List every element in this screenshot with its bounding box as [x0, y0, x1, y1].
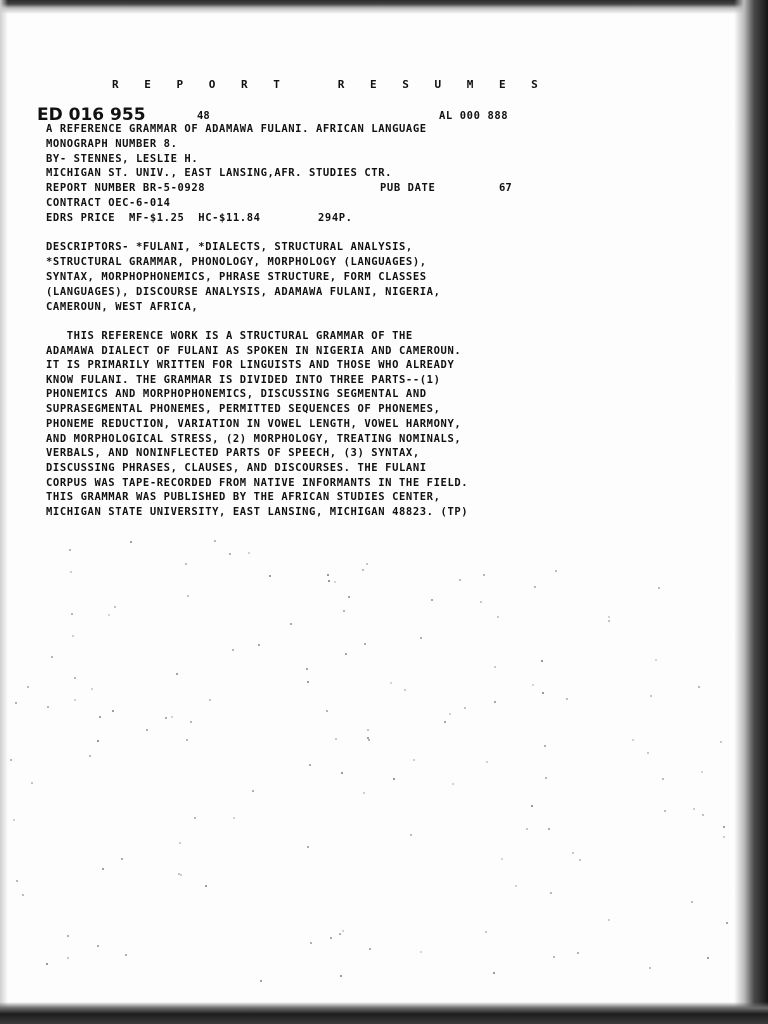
- scan-speck: [51, 656, 53, 658]
- descriptors-line: (LANGUAGES), DISCOURSE ANALYSIS, ADAMAWA FULANI, NIGERIA,: [46, 286, 441, 298]
- scan-speck: [449, 713, 451, 715]
- abstract-line: PHONEMICS AND MORPHOPHONEMICS, DISCUSSING SEGMENTAL AND: [46, 388, 427, 400]
- scan-speck: [658, 587, 660, 589]
- scan-speck: [70, 571, 72, 573]
- scan-speck: [632, 739, 634, 741]
- scan-speck: [723, 836, 725, 838]
- scan-speck: [306, 668, 308, 670]
- scan-speck: [176, 673, 178, 675]
- scan-speck: [125, 954, 127, 956]
- scan-border-left: [0, 0, 8, 1024]
- scan-speck: [452, 783, 454, 785]
- scan-speck: [362, 569, 364, 571]
- scan-speck: [97, 740, 99, 742]
- ed-number: ED 016 955: [37, 105, 146, 125]
- scan-speck: [130, 541, 132, 543]
- scan-speck: [494, 701, 496, 703]
- scan-speck: [340, 975, 342, 977]
- scan-speck: [390, 682, 392, 684]
- scan-speck: [99, 716, 101, 718]
- scan-speck: [15, 702, 17, 704]
- scan-speck: [664, 810, 666, 812]
- scan-speck: [544, 745, 546, 747]
- scan-speck: [698, 686, 700, 688]
- scan-speck: [171, 716, 173, 718]
- scan-speck: [720, 741, 722, 743]
- scan-speck: [579, 859, 581, 861]
- scan-speck: [545, 777, 547, 779]
- pub-date-value: 67: [499, 182, 512, 194]
- abstract-line: ADAMAWA DIALECT OF FULANI AS SPOKEN IN NIGERIA AND CAMEROUN.: [46, 345, 462, 357]
- scan-speck: [326, 710, 328, 712]
- scan-speck: [647, 752, 649, 754]
- scan-speck: [701, 771, 703, 773]
- author-line: BY- STENNES, LESLIE H.: [46, 153, 199, 165]
- scan-speck: [341, 772, 343, 774]
- abstract-line: IT IS PRIMARILY WRITTEN FOR LINGUISTS AND THOSE WHO ALREADY: [46, 359, 455, 371]
- scan-speck: [566, 698, 568, 700]
- scan-speck: [72, 635, 74, 637]
- scan-speck: [27, 686, 29, 688]
- scan-speck: [493, 972, 495, 974]
- scan-speck: [542, 692, 544, 694]
- scan-speck: [553, 956, 555, 958]
- scan-speck: [608, 620, 610, 622]
- scan-speck: [67, 957, 69, 959]
- abstract-line: VERBALS, AND NONINFLECTED PARTS OF SPEECH, (3) SYNTAX,: [46, 447, 420, 459]
- scan-speck: [74, 699, 76, 701]
- scan-speck: [327, 574, 329, 576]
- scan-speck: [608, 919, 610, 921]
- abstract-line: PHONEME REDUCTION, VARIATION IN VOWEL LENGTH, VOWEL HARMONY,: [46, 418, 462, 430]
- scan-speck: [431, 599, 433, 601]
- abstract-line: CORPUS WAS TAPE-RECORDED FROM NATIVE INFORMANTS IN THE FIELD.: [46, 477, 469, 489]
- descriptors-line: DESCRIPTORS- *FULANI, *DIALECTS, STRUCTURAL ANALYSIS,: [46, 241, 413, 253]
- scan-speck: [534, 586, 536, 588]
- title-line-2: MONOGRAPH NUMBER 8.: [46, 138, 178, 150]
- scan-speck: [531, 805, 533, 807]
- scan-speck: [368, 739, 370, 741]
- scan-speck: [108, 614, 110, 616]
- scan-speck: [194, 817, 196, 819]
- scan-speck: [464, 707, 466, 709]
- scan-speck: [290, 623, 292, 625]
- scan-speck: [541, 660, 543, 662]
- scan-speck: [342, 930, 344, 932]
- scan-speck: [179, 842, 181, 844]
- scan-speck: [413, 759, 415, 761]
- scan-speck: [74, 677, 76, 679]
- scan-speck: [485, 931, 487, 933]
- abstract-line: SUPRASEGMENTAL PHONEMES, PERMITTED SEQUENCES OF PHONEMES,: [46, 403, 441, 415]
- scan-speck: [209, 699, 211, 701]
- scan-speck: [178, 873, 180, 875]
- scan-speck: [186, 739, 188, 741]
- scan-speck: [662, 778, 664, 780]
- scan-speck: [258, 644, 260, 646]
- scan-speck: [114, 606, 116, 608]
- scan-speck: [348, 596, 350, 598]
- scan-speck: [693, 808, 695, 810]
- scan-speck: [112, 710, 114, 712]
- scan-speck: [577, 952, 579, 954]
- scan-speck: [205, 885, 207, 887]
- scan-speck: [307, 846, 309, 848]
- abstract-line: THIS REFERENCE WORK IS A STRUCTURAL GRAMMAR OF THE: [46, 330, 413, 342]
- scan-speck: [459, 579, 461, 581]
- scan-speck: [185, 563, 187, 565]
- scan-speck: [121, 858, 123, 860]
- scan-speck: [22, 894, 24, 896]
- descriptors-line: CAMEROUN, WEST AFRICA,: [46, 301, 199, 313]
- scan-speck: [89, 755, 91, 757]
- scan-border-right: [734, 0, 768, 1024]
- scan-speck: [16, 880, 18, 882]
- scan-speck: [532, 684, 534, 686]
- scan-speck: [548, 828, 550, 830]
- scan-speck: [444, 721, 446, 723]
- scan-speck: [483, 574, 485, 576]
- abstract-line: THIS GRAMMAR WAS PUBLISHED BY THE AFRICAN STUDIES CENTER,: [46, 491, 441, 503]
- scan-speck: [393, 778, 395, 780]
- scan-speck: [343, 610, 345, 612]
- title-line-1: A REFERENCE GRAMMAR OF ADAMAWA FULANI. AFRICAN LANGUAGE: [46, 123, 427, 135]
- scan-speck: [702, 814, 704, 816]
- scan-speck: [707, 957, 709, 959]
- scan-speck: [364, 643, 366, 645]
- edrs-price-line: EDRS PRICE MF-$1.25 HC-$11.84: [46, 212, 261, 224]
- scan-speck: [190, 721, 192, 723]
- scan-speck: [339, 933, 341, 935]
- scan-speck: [334, 581, 336, 583]
- scan-speck: [102, 868, 104, 870]
- scan-speck: [229, 553, 231, 555]
- scan-speck: [550, 892, 552, 894]
- scan-speck: [180, 874, 182, 876]
- scan-speck: [187, 595, 189, 597]
- scan-speck: [91, 688, 93, 690]
- scan-speck: [526, 828, 528, 830]
- scan-speck: [71, 613, 73, 615]
- scan-speck: [69, 549, 71, 551]
- scan-speck: [420, 637, 422, 639]
- scan-speck: [146, 729, 148, 731]
- scan-speck: [366, 563, 368, 565]
- scan-speck: [46, 963, 48, 965]
- scan-speck: [330, 937, 332, 939]
- descriptors-line: SYNTAX, MORPHOPHONEMICS, PHRASE STRUCTURE, FORM CLASSES: [46, 271, 427, 283]
- abstract-line: DISCUSSING PHRASES, CLAUSES, AND DISCOURSES. THE FULANI: [46, 462, 427, 474]
- report-number-line: REPORT NUMBER BR-5-0928: [46, 182, 206, 194]
- scan-speck: [404, 689, 406, 691]
- scan-speck: [723, 826, 725, 828]
- scan-speck: [97, 945, 99, 947]
- scan-speck: [165, 717, 167, 719]
- scan-speck: [310, 942, 312, 944]
- scan-speck: [650, 695, 652, 697]
- scan-speck: [363, 792, 365, 794]
- scan-speck: [480, 601, 482, 603]
- pub-date-label: PUB DATE: [380, 182, 436, 194]
- scan-speck: [248, 552, 250, 554]
- scan-speck: [47, 706, 49, 708]
- scan-speck: [410, 834, 412, 836]
- scan-speck: [31, 782, 33, 784]
- scan-speck: [10, 759, 12, 761]
- scan-speck: [252, 790, 254, 792]
- scan-speck: [608, 616, 610, 618]
- scan-speck: [497, 616, 499, 618]
- descriptors-line: *STRUCTURAL GRAMMAR, PHONOLOGY, MORPHOLOGY (LANGUAGES),: [46, 256, 427, 268]
- scan-speck: [501, 858, 503, 860]
- page-count: 294P.: [318, 212, 353, 224]
- contract-line: CONTRACT OEC-6-014: [46, 197, 171, 209]
- scan-speck: [486, 761, 488, 763]
- scan-speck: [572, 852, 574, 854]
- scan-speck: [726, 922, 728, 924]
- scan-speck: [214, 540, 216, 542]
- scan-speck: [369, 948, 371, 950]
- scan-speck: [515, 885, 517, 887]
- scan-speck: [232, 649, 234, 651]
- scan-speck: [309, 764, 311, 766]
- scan-speck: [691, 901, 693, 903]
- scan-speck: [233, 817, 235, 819]
- al-number: AL 000 888: [439, 110, 509, 122]
- scan-speck: [307, 681, 309, 683]
- scan-speck: [328, 580, 330, 582]
- scan-speck: [649, 967, 651, 969]
- record-field-48: 48: [197, 110, 210, 122]
- abstract-line: KNOW FULANI. THE GRAMMAR IS DIVIDED INTO THREE PARTS--(1): [46, 374, 441, 386]
- institution-line: MICHIGAN ST. UNIV., EAST LANSING,AFR. STUDIES CTR.: [46, 167, 393, 179]
- scan-speck: [655, 659, 657, 661]
- scan-speck: [67, 935, 69, 937]
- scan-speck: [420, 951, 422, 953]
- scan-speck: [269, 575, 271, 577]
- scan-speck: [335, 738, 337, 740]
- scan-speck: [345, 653, 347, 655]
- scan-border-bottom: [0, 1002, 768, 1024]
- scan-speck: [555, 570, 557, 572]
- abstract-line: MICHIGAN STATE UNIVERSITY, EAST LANSING, MICHIGAN 48823. (TP): [46, 506, 469, 518]
- scan-speck: [260, 980, 262, 982]
- scan-speck: [494, 666, 496, 668]
- scan-speck: [367, 729, 369, 731]
- abstract-line: AND MORPHOLOGICAL STRESS, (2) MORPHOLOGY, TREATING NOMINALS,: [46, 433, 462, 445]
- scan-speck: [13, 819, 15, 821]
- report-resumes-heading: R E P O R T R E S U M E S: [112, 78, 548, 91]
